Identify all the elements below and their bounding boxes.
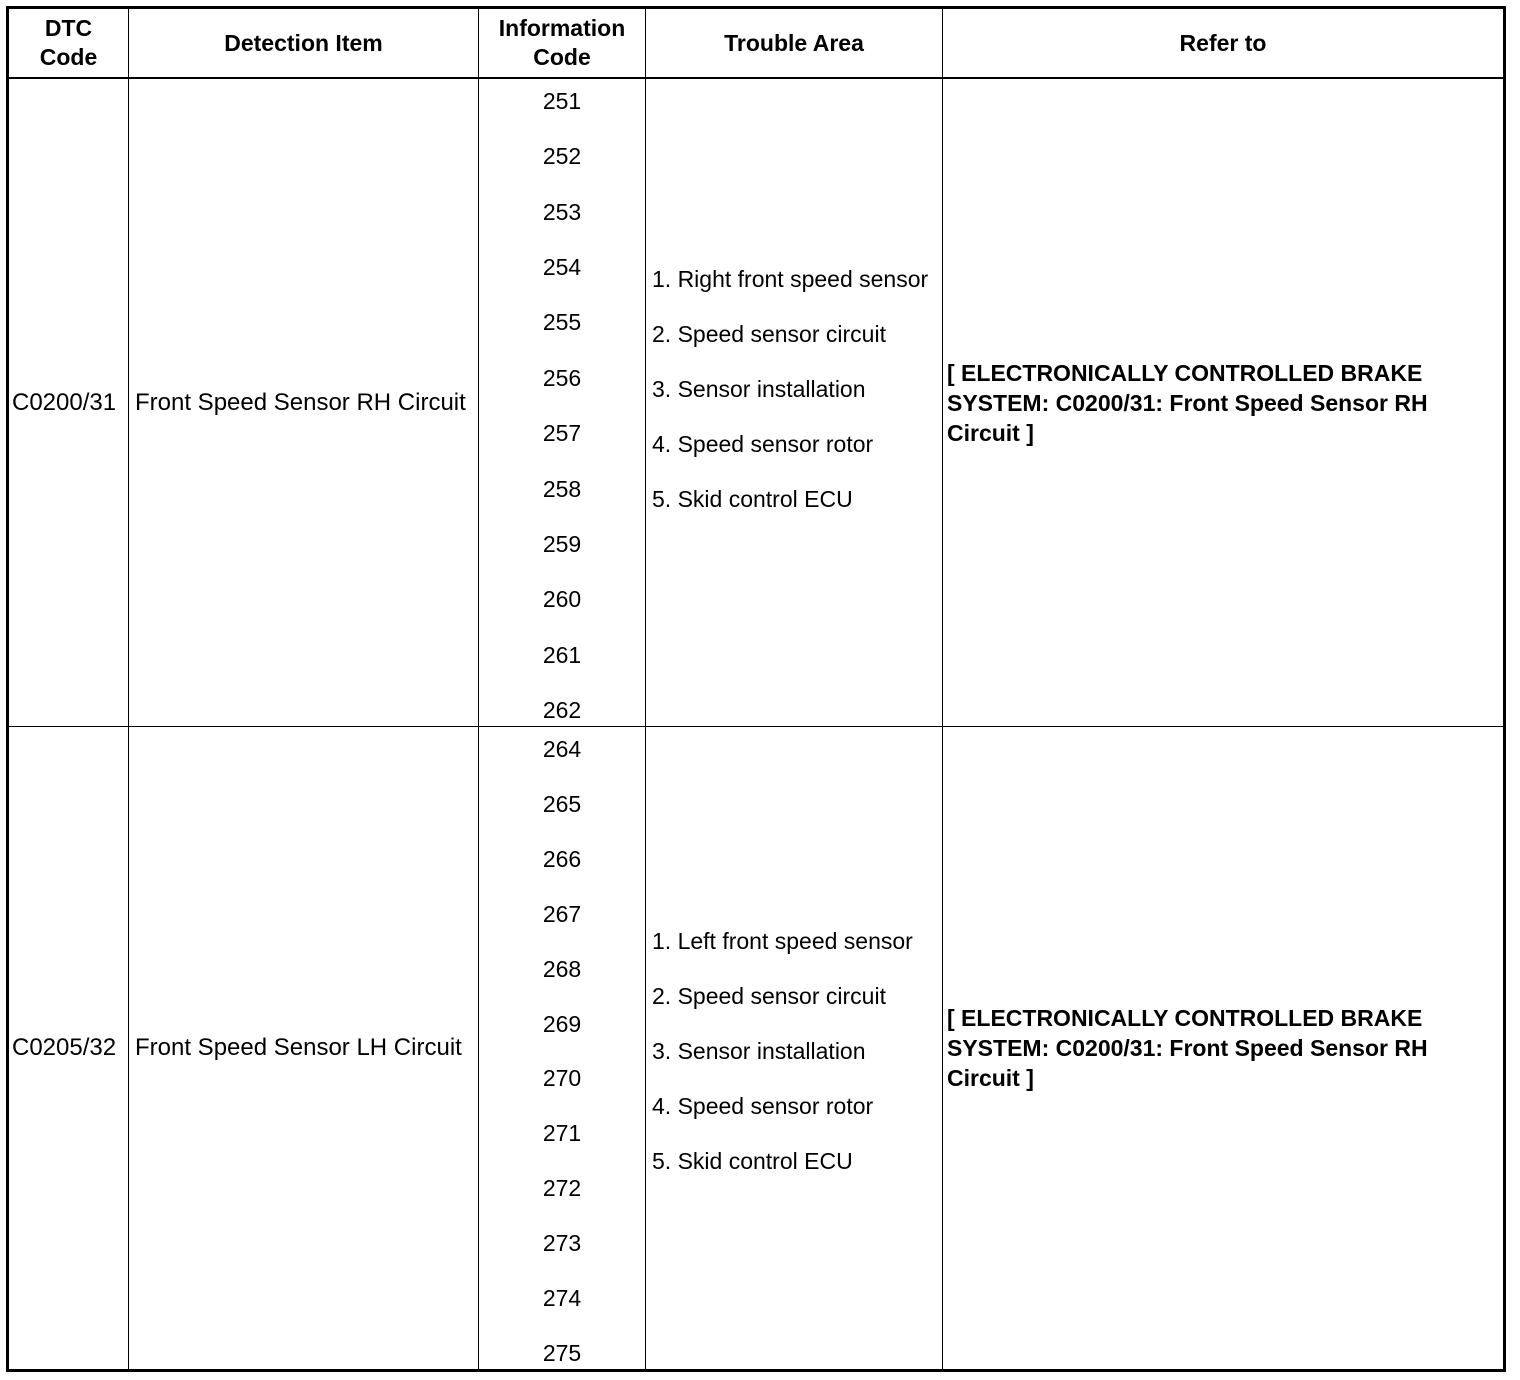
info-code: 270: [542, 1065, 582, 1092]
row2-detection-item: [129, 727, 478, 1369]
detection-item-text: Front Speed Sensor RH Circuit: [135, 388, 466, 416]
header-dtc-code-line2: Code: [39, 44, 98, 70]
refer-to-link[interactable]: [ ELECTRONICALLY CONTROLLED BRAKE SYSTEM: C0200/31: Front Speed Sensor RH Circuit ]: [947, 1005, 1428, 1091]
info-code: 269: [542, 1010, 582, 1037]
trouble-area-item: 1. Right front speed sensor: [652, 266, 929, 292]
header-information-code: [479, 9, 645, 77]
info-code: 252: [542, 143, 582, 170]
info-code: 251: [542, 88, 582, 114]
info-code: 264: [542, 736, 582, 762]
row1-information-codes: [479, 79, 645, 726]
info-code: 257: [542, 420, 582, 447]
info-code: 272: [542, 1175, 582, 1202]
trouble-area-item: 1. Left front speed sensor: [652, 928, 913, 954]
dtc-code-text: C0205/32: [12, 1034, 117, 1061]
row2-information-codes: [479, 727, 645, 1369]
info-code: 260: [542, 586, 582, 613]
header-refer-to: [943, 9, 1503, 77]
info-code: 265: [542, 790, 582, 817]
info-code: 268: [542, 955, 582, 982]
refer-to-link[interactable]: [ ELECTRONICALLY CONTROLLED BRAKE SYSTEM: C0200/31: Front Speed Sensor RH Circuit ]: [947, 359, 1428, 446]
trouble-area-item: 5. Skid control ECU: [652, 486, 853, 512]
trouble-area-item: 3. Sensor installation: [652, 376, 866, 402]
trouble-area-item: 4. Speed sensor rotor: [652, 431, 874, 457]
info-code: 255: [542, 309, 582, 336]
dtc-table: [6, 6, 1506, 1372]
row2-dtc-code: [9, 727, 128, 1369]
detection-item-text: Front Speed Sensor LH Circuit: [135, 1034, 462, 1061]
header-refer-to-label: Refer to: [1179, 29, 1267, 56]
row2-trouble-area: [646, 926, 942, 1196]
info-code: 253: [542, 198, 582, 225]
trouble-area-item: 3. Sensor installation: [652, 1038, 866, 1064]
header-detection-item: [129, 9, 478, 77]
trouble-area-item: 4. Speed sensor rotor: [652, 1093, 874, 1119]
header-dtc-code: [9, 9, 128, 77]
trouble-area-item: 5. Skid control ECU: [652, 1148, 853, 1174]
info-code: 259: [542, 530, 582, 557]
info-code: 258: [542, 475, 582, 502]
row2-refer-to: [943, 727, 1503, 1369]
header-detection-item-label: Detection Item: [224, 29, 383, 56]
trouble-area-item: 2. Speed sensor circuit: [652, 321, 886, 347]
header-info-code-line2: Code: [533, 44, 591, 70]
header-dtc-code-line1: DTC: [44, 15, 93, 41]
row1-dtc-code: [9, 79, 128, 726]
row1-trouble-area: [646, 264, 942, 564]
header-trouble-area-label: Trouble Area: [724, 29, 864, 56]
row1-detection-item: [129, 79, 478, 726]
info-code: 261: [542, 641, 582, 668]
dtc-code-text: C0200/31: [12, 388, 117, 416]
row1-refer-to: [943, 79, 1503, 726]
info-code: 275: [542, 1339, 582, 1366]
info-code: 267: [542, 900, 582, 927]
info-code: 266: [542, 845, 582, 872]
info-code: 262: [542, 696, 582, 723]
info-code: 273: [542, 1230, 582, 1257]
info-code: 271: [542, 1120, 582, 1147]
info-code: 256: [542, 364, 582, 391]
header-trouble-area: [646, 9, 942, 77]
info-code: 274: [542, 1285, 582, 1312]
info-code: 254: [542, 254, 582, 281]
trouble-area-item: 2. Speed sensor circuit: [652, 983, 886, 1009]
header-info-code-line1: Information: [498, 15, 626, 41]
